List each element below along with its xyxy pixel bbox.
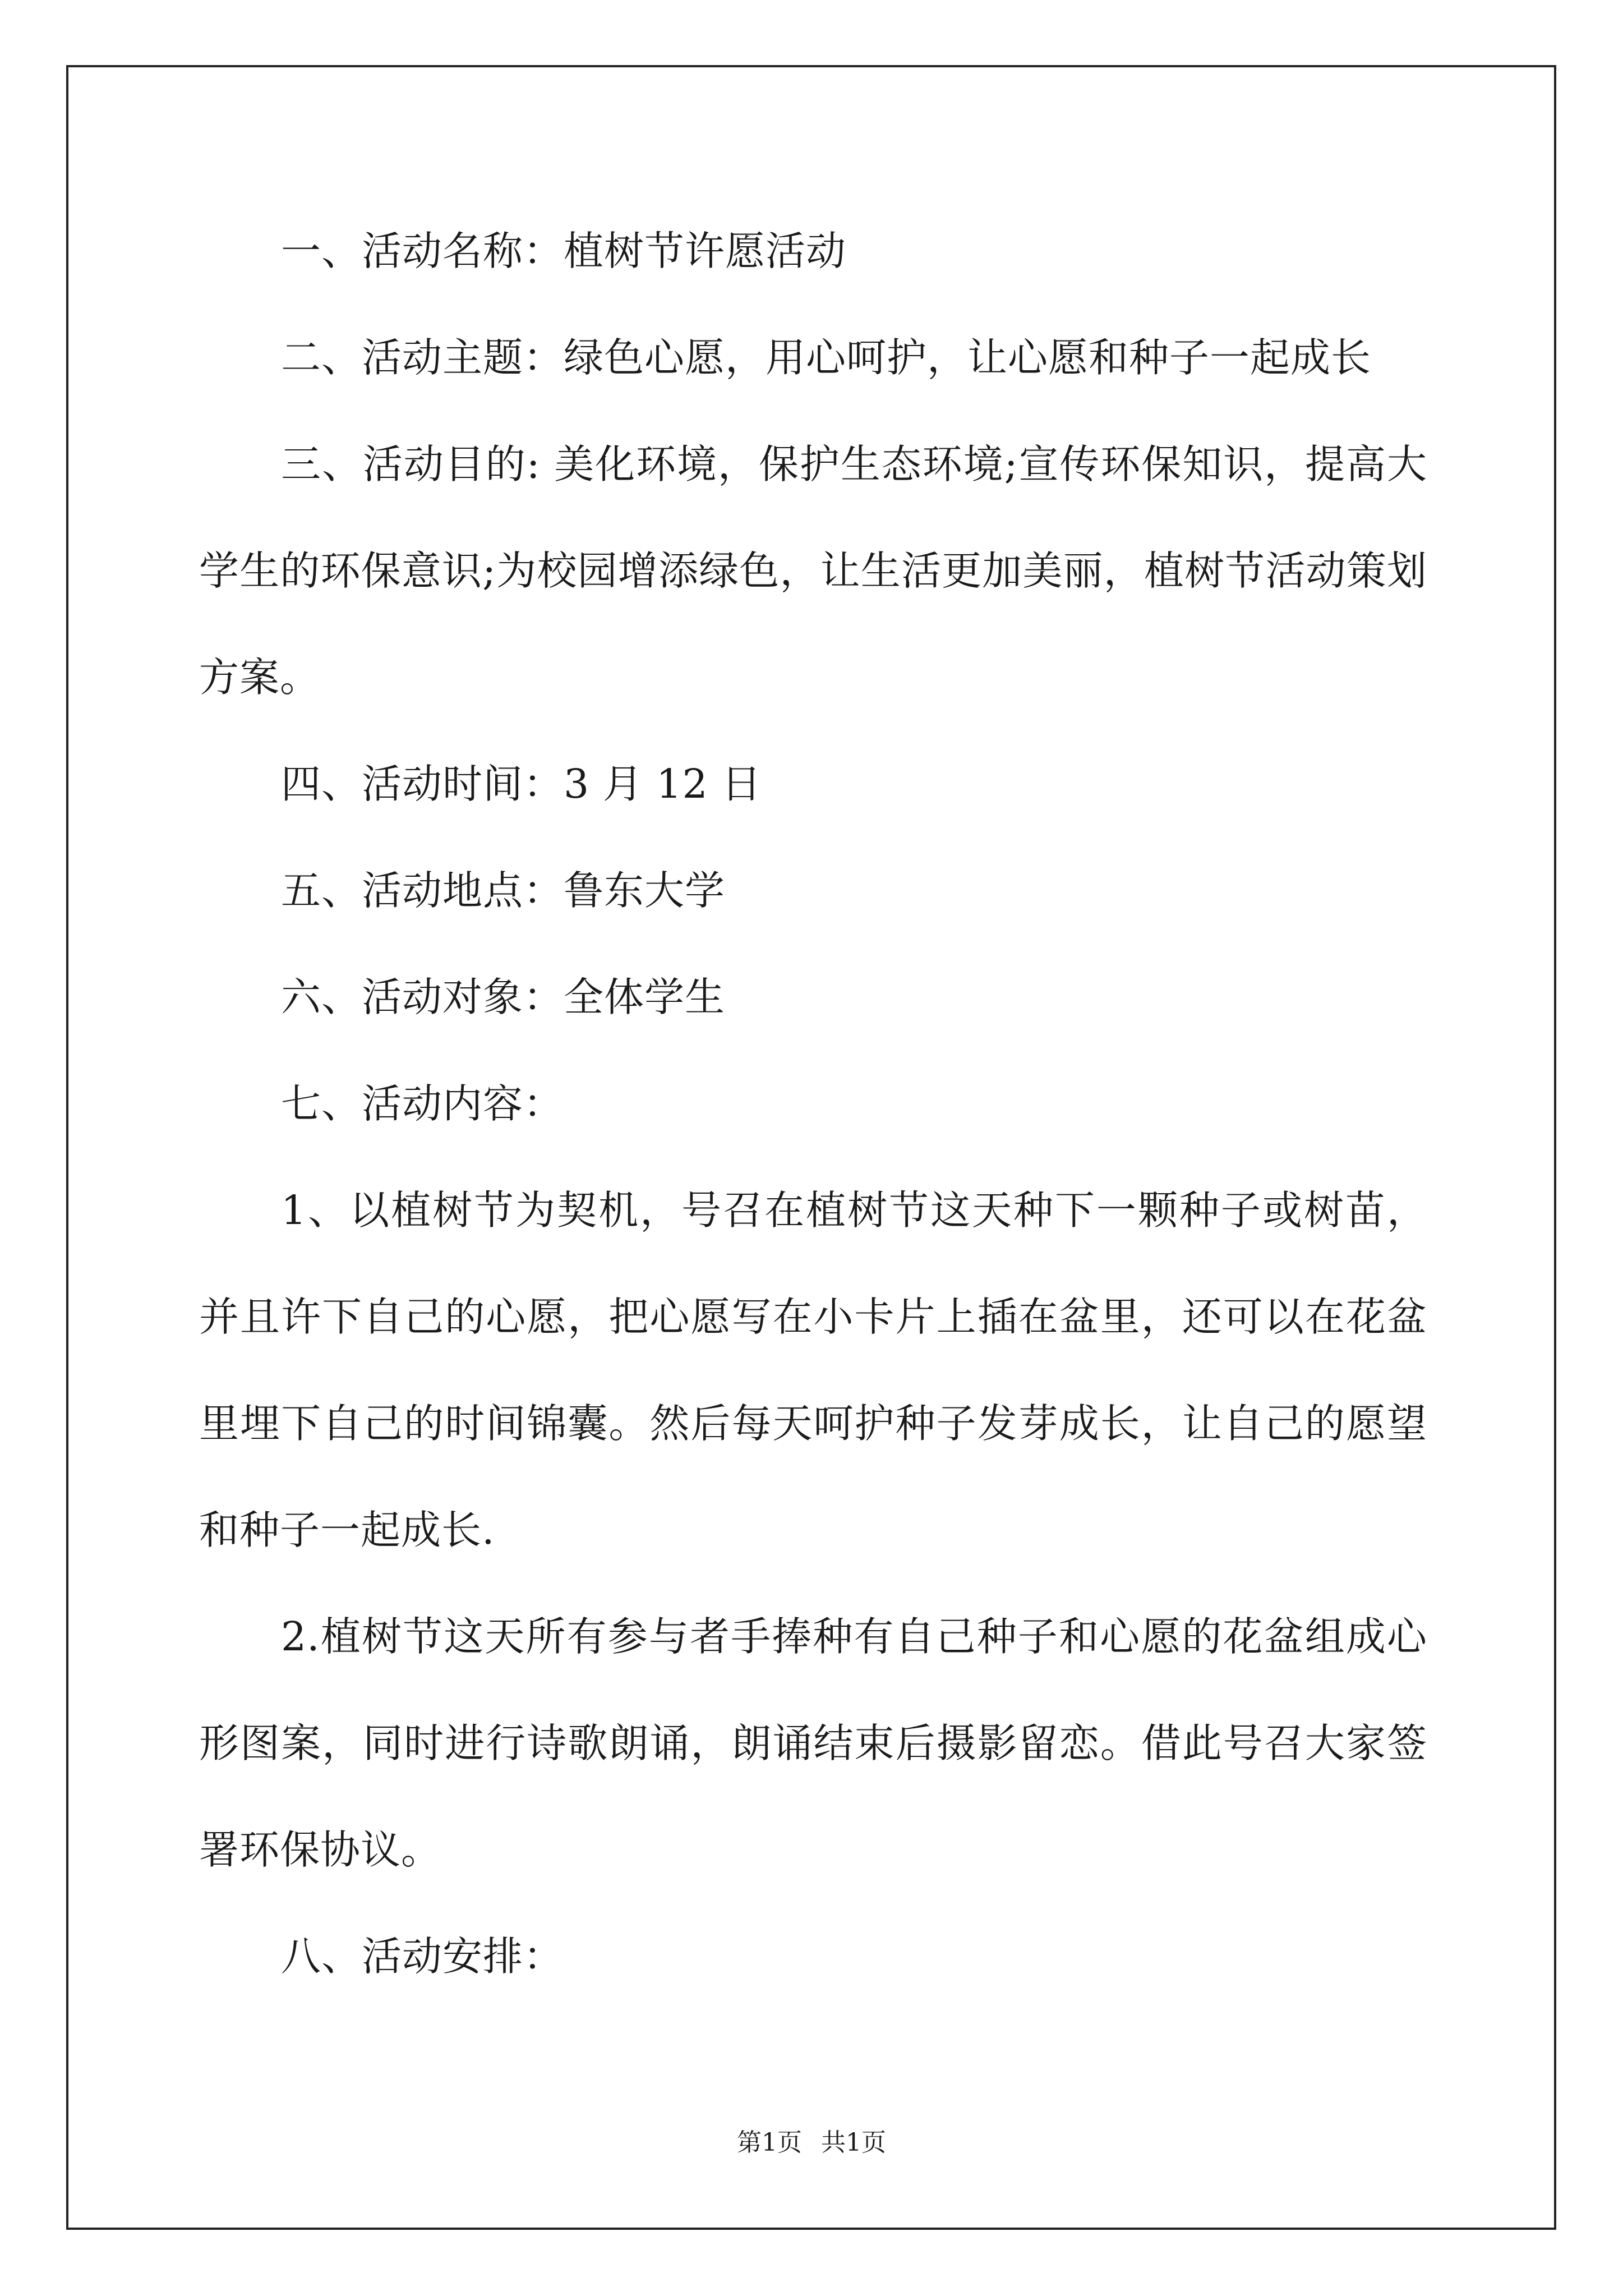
paragraph-activity-name: 一、活动名称：植树节许愿活动 bbox=[281, 228, 847, 274]
paragraph-activity-schedule-heading: 八、活动安排： bbox=[281, 1933, 564, 1980]
paragraph-content-item-2: 2.植树节这天所有参与者手捧种有自己种子和心愿的花盆组成心形图案，同时进行诗歌朗诵，朗诵结束后摄影留恋。借此号召大家签署环保协议。 bbox=[199, 1613, 1427, 1873]
paragraph-activity-location: 五、活动地点：鲁东大学 bbox=[281, 867, 726, 914]
paragraph-activity-time: 四、活动时间：3 月 12 日 bbox=[281, 761, 762, 807]
paragraph-content-item-1: 1、以植树节为契机，号召在植树节这天种下一颗种子或树苗，并且许下自己的心愿，把心愿写在小卡片上插在盆里，还可以在花盆里埋下自己的时间锦囊。然后每天呵护种子发芽成长，让自己的愿望和种子一起成长. bbox=[199, 1187, 1427, 1553]
paragraph-activity-theme: 二、活动主题：绿色心愿，用心呵护，让心愿和种子一起成长 bbox=[281, 334, 1372, 381]
page-footer bbox=[0, 2126, 1623, 2160]
page-number-total: 共1页 bbox=[821, 2128, 886, 2157]
page-number-current: 第1页 bbox=[737, 2128, 802, 2157]
paragraph-activity-target: 六、活动对象：全体学生 bbox=[281, 974, 726, 1020]
paragraph-activity-purpose: 三、活动目的: 美化环境，保护生态环境;宣传环保知识，提高大学生的环保意识;为校园增添绿色，让生活更加美丽，植树节活动策划方案。 bbox=[199, 441, 1427, 701]
paragraph-activity-content-heading: 七、活动内容： bbox=[281, 1080, 564, 1127]
